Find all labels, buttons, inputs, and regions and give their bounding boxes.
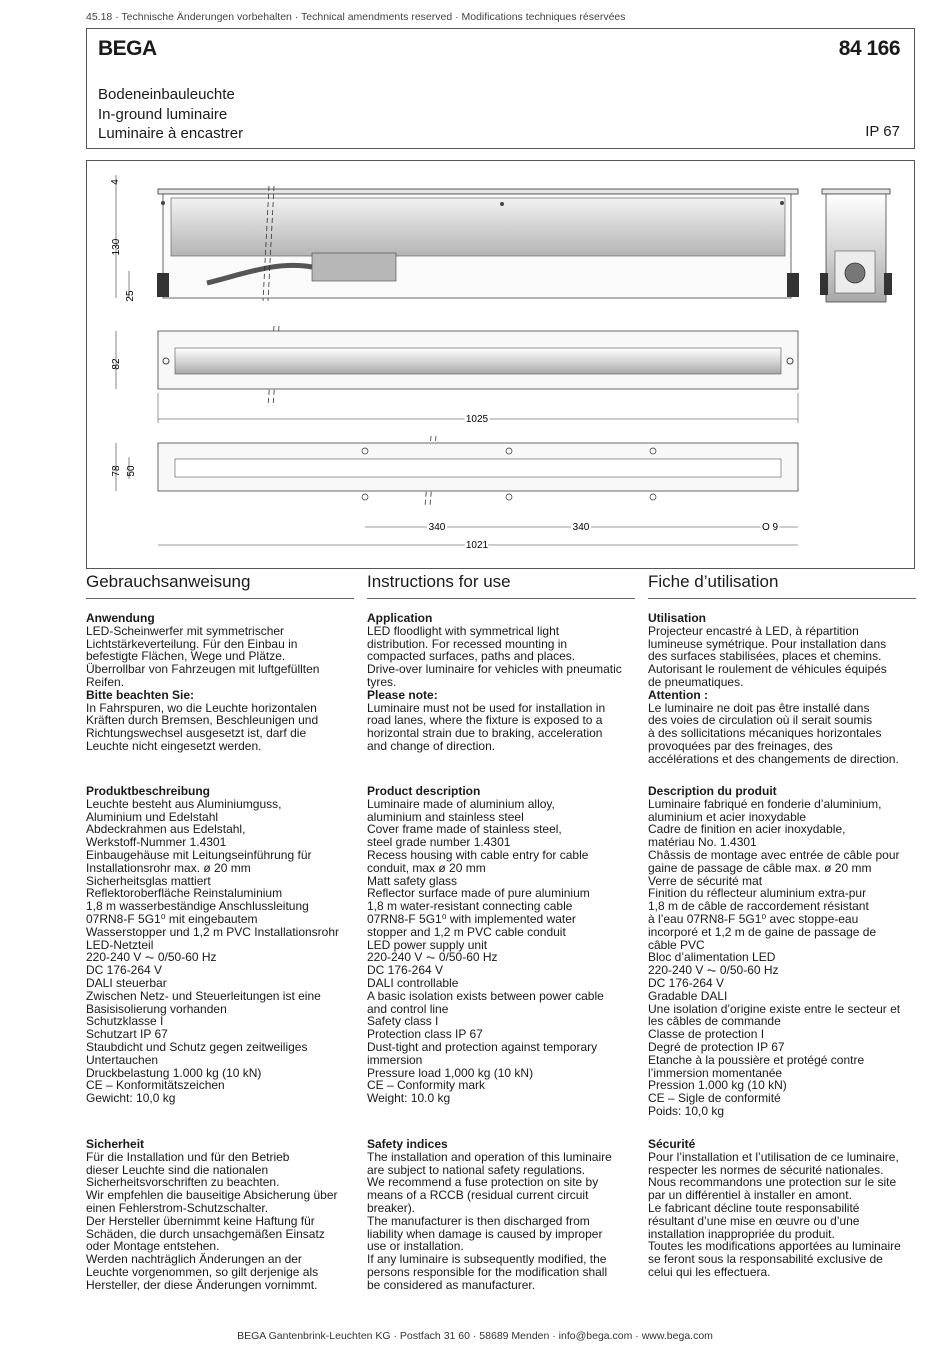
- section-note-body: Le luminaire ne doit pas être installé dans des voies de circulation où il serait soumis à des sollicitations mécaniques horizontales provoquées par des freinages, des accélérations et des changements de direction.: [648, 700, 899, 766]
- product-name-en: In-ground luminaire: [98, 105, 228, 123]
- section-body: Pour l’installation et l’utilisation de ce luminaire, respecter les normes de sécurité nationales. Nous recommandons une protection sur le site par un différentiel à installer en amont. Le fabricant décline toute responsabilité résultant d’une mise en œuvre ou d’une installation inappropriée du produit. Toutes les modifications apportées au luminaire se feront sous la responsabilité exclusive de celui qui les effectuera.: [648, 1149, 901, 1279]
- section-title: Produktbeschreibung: [86, 784, 211, 798]
- technical-drawing: [86, 160, 915, 569]
- section-title: Description du produit: [648, 784, 777, 798]
- dim-340a-label: 340: [428, 522, 446, 533]
- dim-o9-label: O 9: [761, 522, 779, 533]
- section-body: Luminaire made of aluminium alloy, aluminium and stainless steel Cover frame made of stainless steel, steel grade number 1.4301 Recess housing with cable entry for cable conduit, max ø 20 mm Matt safety glass Reflector surface made of pure aluminium 1,8 m water-resistant connecting cable 07RN8-F 5G1⁰ with implemented water stopper and 1,2 m PVC cable conduit LED power supply unit 220-240 V ⏦ 0/50-60 Hz DC 176-264 V DALI controllable A basic isolation exists between power cable and control line Safety class I Protection class IP 67 Dust-tight and protection against temporary immersion Pressure load 1,000 kg (10 kN) CE – Conformity mark Weight: 10.0 kg: [367, 796, 604, 1106]
- product-names: [98, 85, 243, 144]
- section-title: Sicherheit: [86, 1137, 145, 1151]
- section-title: Anwendung: [86, 611, 155, 625]
- section-application-en: [367, 612, 637, 753]
- column-de: [86, 572, 354, 1292]
- section-application-de: [86, 612, 356, 753]
- dim-78-label: 78: [111, 465, 122, 477]
- section-body: Luminaire fabriqué en fonderie d’aluminium, aluminium et acier inoxydable Cadre de finition en acier inoxydable, matériau No. 1.4301 Châssis de montage avec entrée de câble pour gaine de passage de câble max. ø 20 mm Verre de sécurité mat Finition du réflecteur aluminium extra-pur 1,8 m de câble de raccordement résistant à l’eau 07RN8-F 5G1⁰ avec stoppe-eau incorporé et 1,2 m de gaine de passage de câble PVC Bloc d’alimentation LED 220-240 V ⏦ 0/50-60 Hz DC 176-264 V Gradable DALI Une isolation d’origine existe entre le secteur et les câbles de commande Classe de protection I Degré de protection IP 67 Etanche à la poussière et protégé contre l’immersion momentanée Pression 1.000 kg (10 kN) CE – Sigle de conformité Poids: 10,0 kg: [648, 796, 901, 1118]
- protection-class: IP 67: [865, 123, 900, 140]
- section-body: LED floodlight with symmetrical light distribution. For recessed mounting in compacted surfaces, paths and places. Drive-over luminaire for vehicles with pneumatic tyres.: [367, 623, 622, 689]
- dim-1025-label: 1025: [465, 414, 489, 425]
- section-title: Sécurité: [648, 1137, 696, 1151]
- section-note-body: In Fahrspuren, wo die Leuchte horizontalen Kräften durch Bremsen, Beschleunigen und Richtungswechsel ausgesetzt ist, darf die Leuchte nicht eingesetzt werden.: [86, 700, 319, 753]
- section-body: LED-Scheinwerfer mit symmetrischer Lichtstärkeverteilung. Für den Einbau in befestigte Flächen, Wege und Plätze. Überrollbar von Fahrzeugen mit luftgefüllten Reifen.: [86, 623, 320, 689]
- header-box: [86, 28, 915, 149]
- section-safety-en: [367, 1138, 637, 1292]
- side-view: [157, 189, 799, 298]
- section-application-fr: [648, 612, 918, 766]
- drawing-svg: [87, 161, 916, 570]
- bottom-view: [158, 443, 798, 500]
- section-product-de: [86, 785, 356, 1105]
- section-title: Product description: [367, 784, 481, 798]
- section-note-body: Luminaire must not be used for installation in road lanes, where the fixture is exposed to a horizontal strain due to braking, acceleration and change of direction.: [367, 700, 606, 753]
- section-product-fr: [648, 785, 918, 1118]
- section-safety-fr: [648, 1138, 918, 1279]
- heading-en: Instructions for use: [367, 572, 635, 599]
- footer-address: BEGA Gantenbrink-Leuchten KG · Postfach 31 60 · 58689 Menden · info@bega.com · www.bega.com: [237, 1330, 713, 1342]
- column-en: [367, 572, 635, 1292]
- top-view: [158, 331, 798, 389]
- end-view: [820, 189, 892, 302]
- section-note-title: Attention :: [648, 687, 708, 702]
- section-body: Leuchte besteht aus Aluminiumguss, Aluminium und Edelstahl Abdeckrahmen aus Edelstahl, Werkstoff-Nummer 1.4301 Einbaugehäuse mit Leitungseinführung für Installationsrohr max. ø 20 mm Sicherheitsglas mattiert Reflektoroberfläche Reinstaluminium 1,8 m wasserbeständige Anschlussleitung 07RN8-F 5G1⁰ mit eingebautem Wasserstopper und 1,2 m PVC Installationsrohr LED-Netzteil 220-240 V ⏦ 0/50-60 Hz DC 176-264 V DALI steuerbar Zwischen Netz- und Steuerleitungen ist eine Basisisolierung vorhanden Schutzklasse I Schutzart IP 67 Staubdicht und Schutz gegen zeitweiliges Untertauchen Druckbelastung 1.000 kg (10 kN) CE – Konformitätszeichen Gewicht: 10,0 kg: [86, 796, 340, 1106]
- section-body: Projecteur encastré à LED, à répartition lumineuse symétrique. Pour installation dans des surfaces stabilisées, places et chemins. Autorisant le roulement de véhicules équipés de pneumatiques.: [648, 623, 887, 689]
- dim-340b-label: 340: [572, 522, 590, 533]
- dim-1021-label: 1021: [465, 540, 489, 551]
- section-title: Safety indices: [367, 1137, 448, 1151]
- section-body: Für die Installation und für den Betrieb dieser Leuchte sind die nationalen Sicherheitsvorschriften zu beachten. Wir empfehlen die bauseitige Absicherung über einen Fehlerstrom-Schutzschalter. Der Hersteller übernimmt keine Haftung für Schäden, die durch unsachgemäßen Einsatz oder Montage entstehen. Werden nachträglich Änderungen an der Leuchte vorgenommen, so gilt derjenige als Hersteller, der diese Änderungen vornimmt.: [86, 1149, 338, 1292]
- section-body: The installation and operation of this luminaire are subject to national safety regulations. We recommend a fuse protection on site by means of a RCCB (residual current circuit breaker). The manufacturer is then discharged from liability when damage is caused by improper use or installation. If any luminaire is subsequently modified, the persons responsible for the modification shall be considered as manufacturer.: [367, 1149, 612, 1292]
- section-note-title: Please note:: [367, 687, 438, 702]
- section-title: Application: [367, 611, 433, 625]
- section-note-title: Bitte beachten Sie:: [86, 687, 195, 702]
- dim-130-label: 130: [111, 238, 122, 256]
- brand-name: BEGA: [98, 37, 157, 60]
- section-title: Utilisation: [648, 611, 707, 625]
- article-number: 84 166: [838, 37, 900, 60]
- dim-4-label: 4: [110, 179, 121, 185]
- column-fr: [648, 572, 916, 1279]
- product-name-de: Bodeneinbauleuchte: [98, 86, 235, 103]
- heading-fr: Fiche d’utilisation: [648, 572, 916, 599]
- dim-50-label: 50: [126, 465, 137, 477]
- heading-de: Gebrauchsanweisung: [86, 572, 354, 599]
- section-safety-de: [86, 1138, 356, 1292]
- section-product-en: [367, 785, 637, 1105]
- dim-25-label: 25: [125, 290, 136, 302]
- dim-82-label: 82: [111, 358, 122, 370]
- product-name-fr: Luminaire à encastrer: [98, 125, 244, 142]
- amendment-note: 45.18 · Technische Änderungen vorbehalten · Technical amendments reserved · Modifications techniques réservées: [86, 11, 626, 23]
